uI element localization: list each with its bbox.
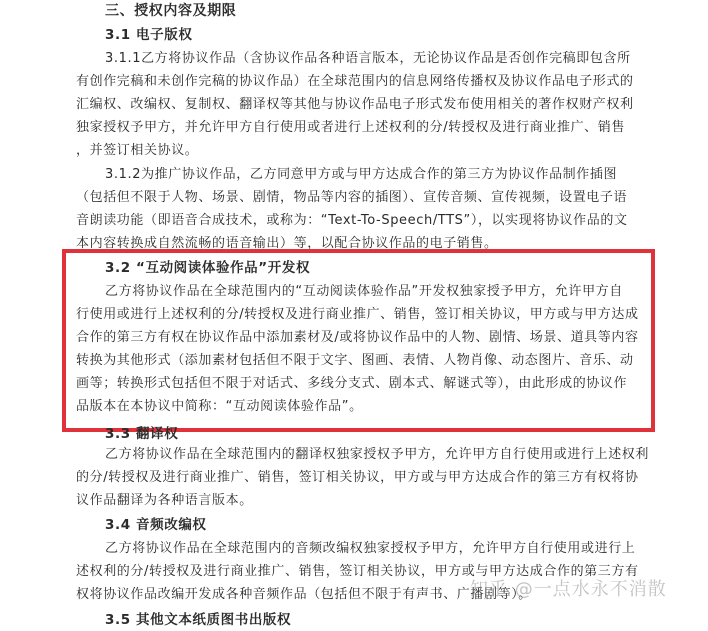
section-3-title: 三、授权内容及期限 [105,3,237,19]
paragraph-line: 乙方将协议作品在全球范围内的音频改编权独家授权予甲方，允许甲方自行使用或进行上 [105,541,636,556]
paragraph-line: 合作的第三方有权在协议作品中添加素材及/或将协议作品中的人物、剧情、场景、道具等内容 [76,330,639,345]
paragraph-line: 权将协议作品改编开发成各种音频作品（包括但不限于有声书、广播剧等）。 [76,587,532,602]
paragraph-line: 独家授权予甲方，并允许甲方自行使用或者进行上述权利的分/转授权及进行商业推广、销售 [76,120,625,135]
paragraph-line: 的分/转授权及进行商业推广、销售，签订相关协议，甲方或与甲方达成合作的第三方有权将协 [76,470,639,485]
paragraph-line: 乙方将协议作品在全球范围内的翻译权独家授权予甲方，允许甲方自行使用或进行上述权利 [105,447,650,462]
paragraph-line: （包括但不限于人物、场景、剧情，物品等内容的插图）、宣传音频、宣传视频，设置电子语 [76,190,628,205]
paragraph-line: 3.1.2为推广协议作品，乙方同意甲方或与甲方达成合作的第三方为协议作品制作插图 [105,167,618,182]
paragraph-line: ，并签订相关协议。 [76,143,199,158]
paragraph-line: 画等；转换形式包括但不限于对话式、多线分支式、剧本式、解谜式等），由此形成的协议作 [76,376,628,391]
section-3-4-title: 3.4 音频改编权 [105,517,207,533]
paragraph-line: 音朗读功能（即语音合成技术，或称为：“Text-To-Speech/TTS”），以实现将协议作品的文 [76,213,628,228]
watermark: 知乎 @一点水永不消散 [470,579,667,600]
paragraph-line: 有创作完稿和未创作完稿的协议作品）在全球范围内的信息网络传播权及协议作品电子形式的 [76,74,634,89]
paragraph-line: 本内容转换成自然流畅的语音输出）等，以配合协议作品的电子销售。 [76,236,498,251]
paragraph-line: 3.1.1乙方将协议作品（含协议作品各种语言版本，无论协议作品是否创作完稿即包含所 [105,51,631,66]
paragraph-line: 乙方将协议作品在全球范围内的“互动阅读体验作品”开发权独家授予甲方，允许甲方自 [105,284,623,299]
paragraph-line: 议作品翻译为各种语言版本。 [76,493,253,508]
paragraph-line: 行使用或进行上述权利的分/转授权及进行商业推广、销售，签订相关协议，甲方或与甲方达成 [76,307,639,322]
paragraph-line: 转换为其他形式（添加素材包括但不限于文字、图画、表情、人物肖像、动态图片、音乐、动 [76,353,634,368]
paragraph-line: 品版本在本协议中简称：“互动阅读体验作品”。 [76,399,363,414]
section-3-3-title: 3.3 翻译权 [105,426,179,442]
paragraph-line: 汇编权、改编权、复制权、翻译权等其他与协议作品电子形式发布使用相关的著作权财产权利 [76,97,634,112]
section-3-1-title: 3.1 电子版权 [105,27,193,43]
section-3-2-title: 3.2 “互动阅读体验作品”开发权 [105,260,311,276]
section-3-5-title: 3.5 其他文本纸质图书出版权 [105,612,292,628]
paragraph-line: 述权利的分/转授权及进行商业推广、销售，签订相关协议，甲方或与甲方达成合作的第三方有 [76,564,639,579]
